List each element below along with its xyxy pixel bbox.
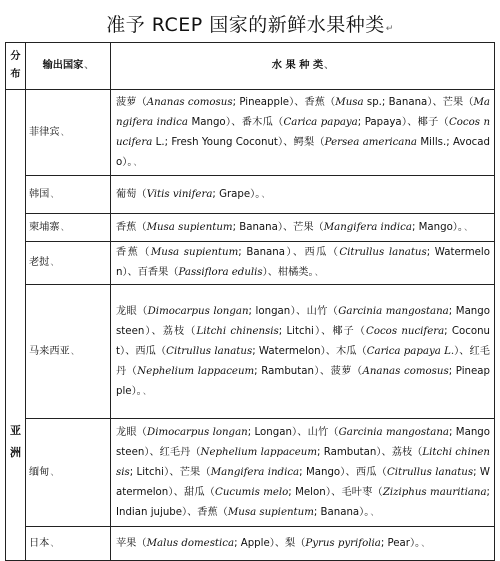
fruit-table [5,42,495,561]
fruit-text: ; Banana）、西瓜（ [238,247,340,258]
fruit-text: ; Indian jujube）、香蕉（ [116,486,490,518]
cell-mark-icon: 、 [421,538,431,549]
country-cell [26,242,111,285]
latin-name: Vitis vinifera [146,188,213,200]
cell-mark-icon: 、 [50,258,60,268]
header-fruits-label: 水 果 种 类 [271,60,324,71]
fruit-text: ; Banana）。 [313,506,370,518]
fruit-list-cell [111,285,495,419]
latin-name: Mangifera indica [323,221,412,233]
latin-name: Nephelium lappaceum [137,365,255,377]
country-name: 菲律宾 [29,126,60,138]
table-row [6,419,495,527]
cell-mark-icon: 、 [50,538,60,549]
latin-name: Cucumis melo [215,486,289,498]
country-name: 缅甸 [29,466,50,478]
cell-mark-icon: 、 [50,189,60,200]
fruit-text: ; Mango）。 [411,221,463,233]
fruit-text: Mills.; Avocado）。 [116,136,490,168]
fruit-text: ; Mango）、西瓜（ [299,466,387,478]
fruit-list-cell [111,242,495,285]
latin-name: Citrullus lanatus [386,466,474,478]
fruit-list-cell [111,527,495,561]
fruit-text: ; Banana）、芒果（ [232,221,324,233]
cell-mark-icon: 、 [60,222,70,233]
latin-name: Malus domestica [146,537,235,549]
table-row [6,90,495,176]
fruit-list-cell [111,176,495,214]
cell-mark-icon: 、 [142,386,152,397]
fruit-text: Mango）、番木瓜（ [187,116,284,128]
cell-mark-icon: 、 [50,467,60,478]
table-body [6,90,495,561]
fruit-list-cell [111,419,495,527]
latin-name: Dimocarpus longan [147,426,248,438]
latin-name: Nephelium lappaceum [200,446,318,458]
latin-name: Musa [335,96,364,108]
table-row [6,285,495,419]
page-title [0,12,500,42]
fruit-text: ; Pineapple）、香蕉（ [232,96,336,108]
fruit-text: ; Watermelon）、木瓜（ [252,345,367,357]
latin-name: Mangifera indica [116,96,491,128]
fruit-text: ; Pear）。 [380,537,421,549]
country-name: 日本 [29,537,50,549]
fruit-text: 苹果（ [116,537,147,549]
cell-mark-icon: 、 [370,507,380,518]
header-fruits [111,43,495,90]
latin-name: Musa supientum [227,506,314,518]
table-header-row [6,43,495,90]
cell-mark-icon: 、 [70,346,80,357]
fruit-text: ; Melon）、毛叶枣（ [288,486,383,498]
latin-name: Passiflora edulis [178,267,263,278]
fruit-text: 香蕉（ [116,247,151,258]
cell-mark-icon: 、 [261,189,271,200]
country-name: 老挝 [29,257,50,268]
fruit-text: 葡萄（ [116,188,147,200]
fruit-text: ; Litchi）、芒果（ [129,466,211,478]
country-name: 韩国 [29,188,50,200]
fruit-list-cell [111,90,495,176]
header-region: 分布 [6,43,26,90]
latin-name: Cocos nucifera [366,325,445,337]
latin-name: Carica papaya [283,116,358,128]
fruit-text: ; Watermelon）、百香果（ [116,247,490,278]
country-cell [26,285,111,419]
fruit-text: L.; Fresh Young Coconut）、鳄梨（ [152,136,325,148]
latin-name: Mangifera indica [210,466,300,478]
fruit-text: ; longan）、山竹（ [248,305,339,317]
latin-name: Carica papaya L. [366,345,455,357]
title-text: 准予 RCEP 国家的新鲜水果种类 [106,14,385,36]
cell-mark-icon: 、 [133,157,143,168]
fruit-text: 香蕉（ [116,221,147,233]
fruit-text: ; Grape）。 [212,188,261,200]
fruit-text: 龙眼（ [116,426,148,438]
fruit-text: ; Longan）、山竹（ [247,426,339,438]
fruit-text: ; Rambutan）、荔枝（ [317,446,423,458]
fruit-text: ）、柑橘类。 [262,267,314,278]
table-row [6,527,495,561]
fruit-text: ）、红毛丹（ [116,345,490,377]
table-row [6,214,495,242]
cell-mark-icon: 、 [84,61,94,71]
paragraph-mark-icon: ↵ [385,24,394,34]
fruit-text: 龙眼（ [116,305,148,317]
latin-name: Musa supientum [150,247,239,258]
latin-name: Ananas comosus [362,365,449,377]
region-cell [6,90,26,561]
latin-name: Musa supientum [146,221,233,233]
fruit-text: ; Coconut）、西瓜（ [116,325,490,357]
latin-name: Litchi chinensis [196,325,279,337]
table-row [6,242,495,285]
latin-name: Dimocarpus longan [147,305,249,317]
fruit-text: ; Watermelon）、甜瓜（ [116,466,490,498]
fruit-text: 菠萝（ [116,96,147,108]
fruit-text: ; Rambutan）、菠萝（ [254,365,363,377]
country-name: 马来西亚 [29,345,70,357]
fruit-text: ; Litchi）、椰子（ [278,325,367,337]
fruit-text: ; Mangosteen）、荔枝（ [116,305,490,337]
cell-mark-icon: 、 [463,222,473,233]
region-label: 亚洲 [10,424,21,459]
country-cell [26,90,111,176]
latin-name: Citrullus lanatus [339,247,427,258]
latin-name: Cocos nucifera [116,116,491,148]
country-cell [26,419,111,527]
country-cell [26,214,111,242]
fruit-list-cell [111,214,495,242]
cell-mark-icon: 、 [314,268,324,278]
header-country-label: 输出国家 [42,60,84,71]
header-country [26,43,111,90]
fruit-text: ; Papaya）、椰子（ [357,116,449,128]
fruit-text: sp.; Banana）、芒果（ [363,96,474,108]
cell-mark-icon: 、 [324,61,334,71]
fruit-text: ; Apple）、梨（ [234,537,306,549]
fruit-text: ; Mangosteen）、红毛丹（ [116,426,490,458]
country-cell [26,527,111,561]
latin-name: Ananas comosus [146,96,233,108]
table-row [6,176,495,214]
country-name: 柬埔寨 [29,221,60,233]
fruit-text: ; Pineapple）。 [116,365,490,397]
latin-name: Garcinia mangostana [338,426,449,438]
latin-name: Ziziphus mauritiana [382,486,487,498]
latin-name: Persea americana [324,136,417,148]
latin-name: Citrullus lanatus [166,345,253,357]
cell-mark-icon: 、 [60,127,70,138]
country-cell [26,176,111,214]
latin-name: Litchi chinensis [116,446,490,478]
latin-name: Garcinia mangostana [338,305,449,317]
latin-name: Pyrus pyrifolia [305,537,381,549]
